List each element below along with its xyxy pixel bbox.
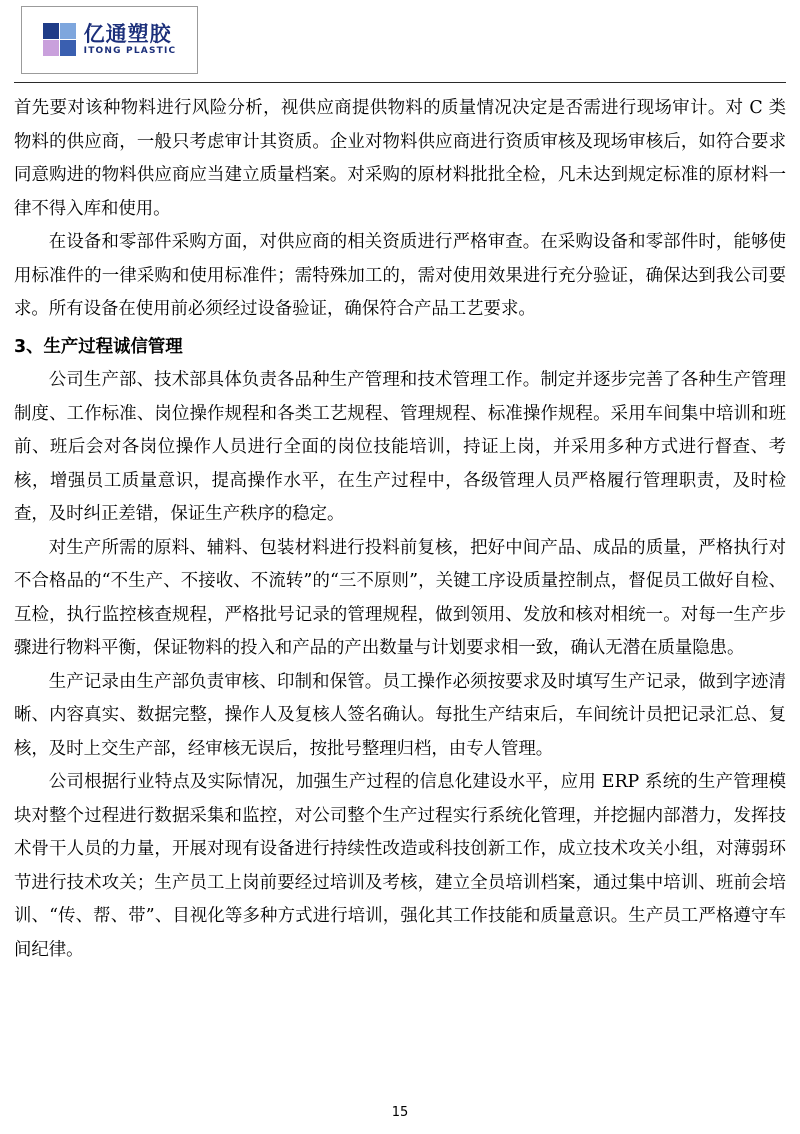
logo-text — [84, 23, 177, 56]
logo-chinese-name: 亿通塑胶 — [83, 22, 172, 47]
header-divider — [14, 82, 786, 83]
section-heading: 3、生产过程诚信管理 — [14, 336, 183, 357]
company-logo-box — [21, 6, 198, 74]
page-number: 15 — [391, 1105, 409, 1120]
paragraph: 在设备和零部件采购方面，对供应商的相关资质进行严格审查。在采购设备和零部件时，能够使用标准件的一律采购和使用标准件；需特殊加工的，需对使用效果进行充分验证，确保达到我公司要求。所有设备在使用前必须经过设备验证，确保符合产品工艺要求。 — [14, 232, 786, 319]
paragraph: 公司生产部、技术部具体负责各品种生产管理和技术管理工作。制定并逐步完善了各种生产管理制度、工作标准、岗位操作规程和各类工艺规程、管理规程、标准操作规程。采用车间集中培训和班前、班后会对各岗位操作人员进行全面的岗位技能培训，持证上岗，并采用多种方式进行督查、考核，增强员工质量意识，提高操作水平，在生产过程中，各级管理人员严格履行管理职责，及时检查，及时纠正差错，保证生产秩序的稳定。 — [14, 370, 786, 524]
paragraph: 生产记录由生产部负责审核、印制和保管。员工操作必须按要求及时填写生产记录，做到字迹清晰、内容真实、数据完整，操作人及复核人签名确认。每批生产结束后，车间统计员把记录汇总、复核，及时上交生产部，经审核无误后，按批号整理归档，由专人管理。 — [14, 671, 786, 759]
paragraph: 公司根据行业特点及实际情况，加强生产过程的信息化建设水平，应用 ERP 系统的生产管理模块对整个过程进行数据采集和监控，对公司整个生产过程实行系统化管理，并挖掘内部潜力，发挥技术骨干人员的力量，开展对现有设备进行持续性改造或科技创新工作，成立技术攻关小组，对薄弱环节进行技术攻关；生产员工上岗前要经过培训及考核，建立全员培训档案，通过集中培训、班前会培训、“传、帮、带”、目视化等多种方式进行培训，强化其工作技能和质量意识。生产员工严格遵守车间纪律。 — [14, 772, 786, 960]
paragraph: 首先要对该种物料进行风险分析，视供应商提供物料的质量情况决定是否需进行现场审计。对 C 类物料的供应商，一般只考虑审计其资质。企业对物料供应商进行资质审核及现场审核后，如符合要求同意购进的物料供应商应当建立质量档案。对采购的原材料批批全检，凡未达到规定标准的原材料一律不得入库和使用。 — [14, 98, 786, 219]
paragraph: 对生产所需的原料、辅料、包装材料进行投料前复核，把好中间产品、成品的质量，严格执行对不合格品的“不生产、不接收、不流转”的“三不原则”，关键工序设质量控制点，督促员工做好自检、互检，执行监控核查规程，严格批号记录的管理规程，做到领用、发放和核对相统一。对每一生产步骤进行物料平衡，保证物料的投入和产品的产出数量与计划要求相一致，确认无潜在质量隐患。 — [14, 537, 786, 658]
logo-english-name: ITONG PLASTIC — [83, 46, 177, 57]
logo — [43, 23, 177, 57]
four-square-logo-icon — [43, 23, 77, 57]
document-body — [14, 92, 786, 967]
